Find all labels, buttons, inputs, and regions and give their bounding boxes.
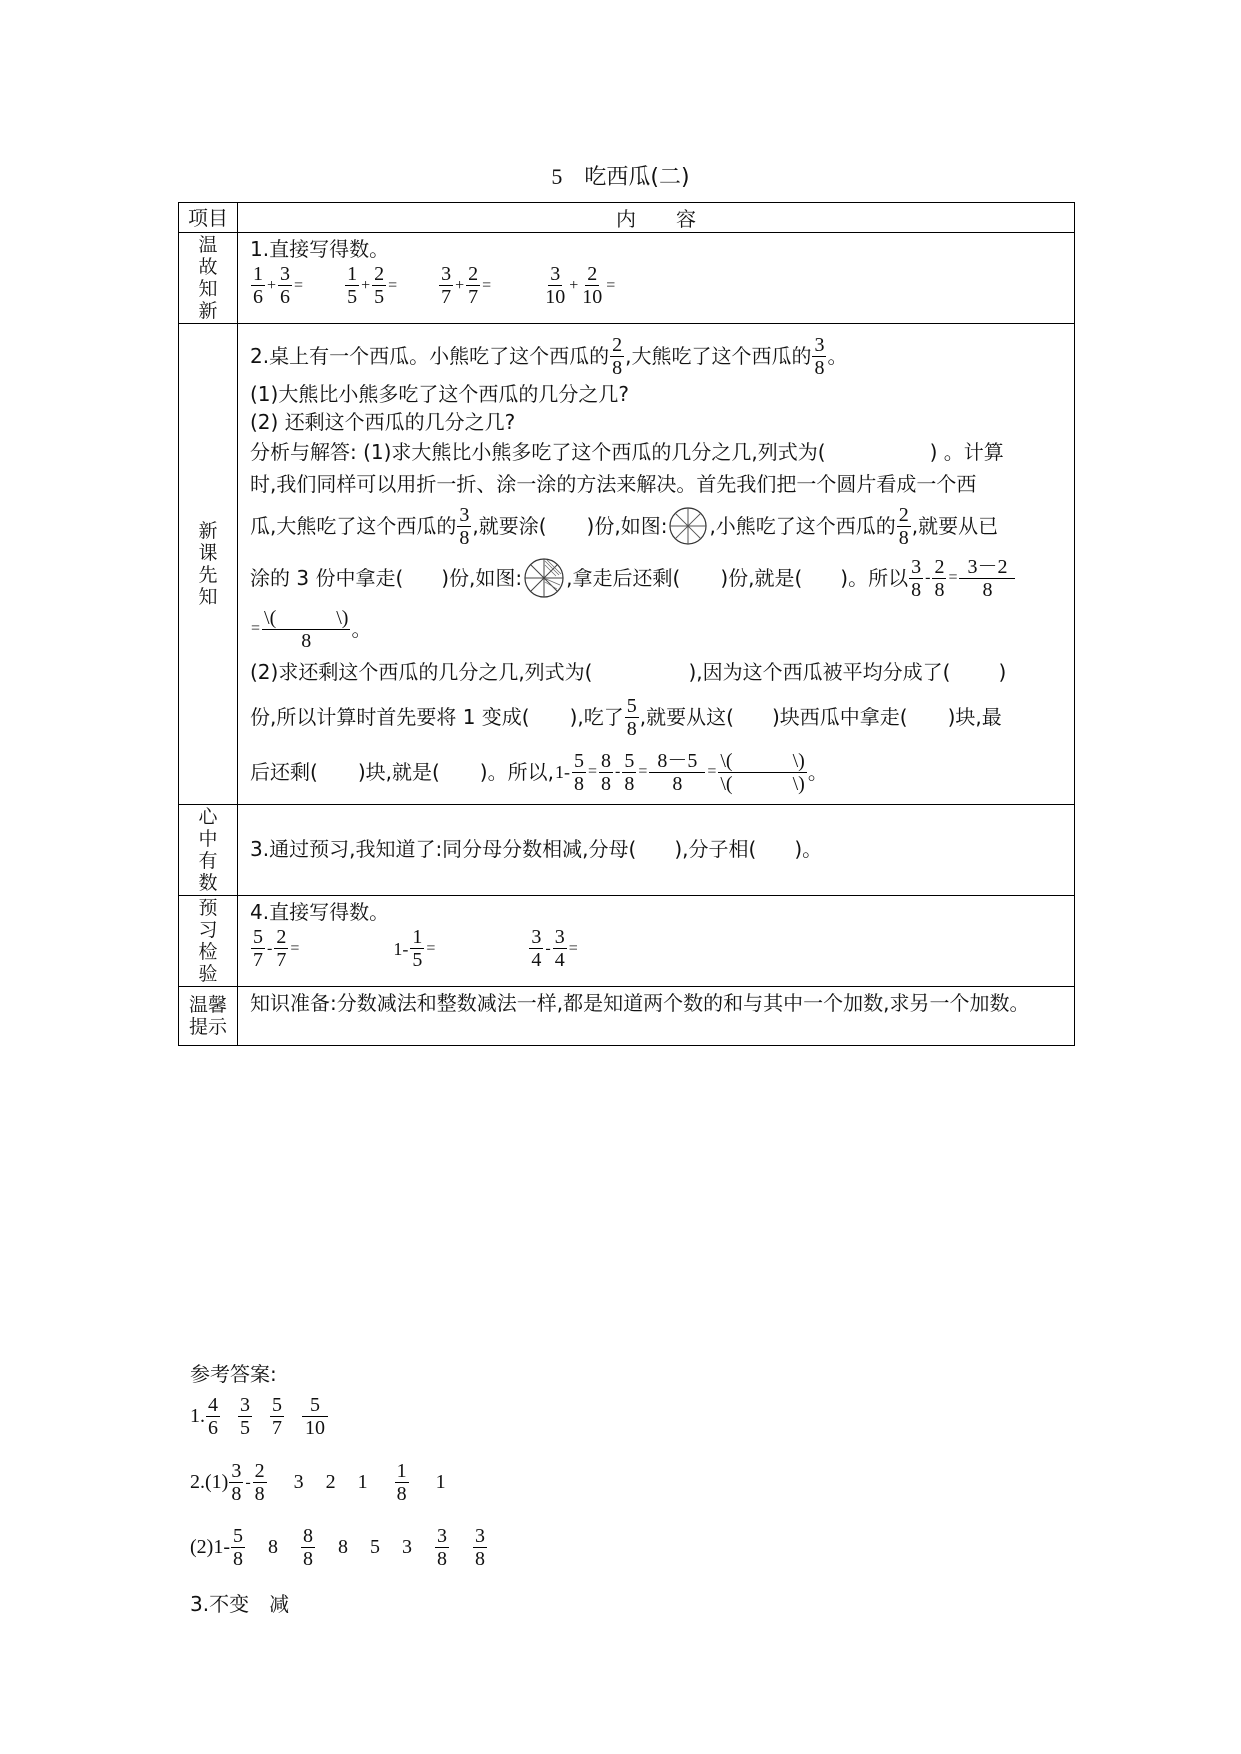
content-tips (238, 987, 1075, 1046)
review-heading: 1.直接写得数。 (250, 237, 390, 261)
review-exercises: $\frac{1}{6}$ + $\frac{3}{6}$ = $\frac{1}{5}$ + $\frac{2}{5}$ = $\frac{3}{7}$ + $\frac{2}{7}$ = $\frac{3}{10}$ + $\frac{2}{10}$ = (253, 263, 616, 308)
fraction: $\frac{3}{8}$ (231, 1460, 242, 1505)
check-exercises: $\frac{5}{7}$ - $\frac{2}{7}$ = 1- $\frac{1}{5}$ = $\frac{3}{4}$ - $\frac{3}{4}$ = (253, 926, 578, 971)
fraction: $\frac{8}{8}$ (600, 749, 611, 795)
analysis-line-4: 涂的 3 份中拿走( )份,如图: ,拿走后还剩( )份,就是( )。所以 $\frac{3}{8}$ - $\frac{2}{8}$ = $\frac{3-2}{8}$ (250, 552, 1064, 604)
fraction: $\frac{2}{8}$ (254, 1460, 265, 1505)
fraction: $\frac{8}{8}$ (302, 1525, 313, 1570)
summary-text: 3.通过预习,我知道了:同分母分数相减,分母( ),分子相( )。 (250, 837, 823, 861)
fraction: $\frac{\backslash( \backslash)}{\backslash( \backslash)}$ (720, 749, 805, 795)
analysis-line-5: = $\frac{\backslash( \backslash)}{8}$ 。 (251, 606, 372, 652)
sub-question-2: (2) 还剩这个西瓜的几分之几? (250, 410, 516, 434)
fraction: $\frac{1}{8}$ (396, 1460, 407, 1505)
fraction: $\frac{2}{5}$ (374, 263, 385, 308)
fraction: $\frac{2}{8}$ (934, 555, 945, 601)
fraction: $\frac{\backslash( \backslash)}{8}$ (264, 606, 349, 652)
fraction: $\frac{3}{7}$ (441, 263, 452, 308)
content-check (238, 896, 1075, 987)
fraction: $\frac{1}{5}$ (412, 926, 423, 971)
analysis-line-3: 瓜,大熊吃了这个西瓜的 $\frac{3}{8}$ ,就要涂( )份,如图: ,小熊吃了这个西瓜的 $\frac{2}{8}$ ,就要从已 (250, 503, 999, 549)
fraction: $\frac{5}{8}$ (573, 749, 584, 795)
page-title (0, 160, 1241, 191)
analysis-line-1: 分析与解答: (1)求大熊比小熊多吃了这个西瓜的几分之几,列式为( ) 。计算 (250, 440, 1004, 464)
fraction: $\frac{2}{7}$ (276, 926, 287, 971)
fraction: $\frac{4}{6}$ (208, 1394, 218, 1439)
fraction: $\frac{3}{4}$ (531, 926, 542, 971)
lesson-title: 吃西瓜(二) (584, 165, 690, 190)
fraction: $\frac{5}{8}$ (232, 1525, 243, 1570)
answer-3: 3.不变 减 (190, 1592, 290, 1616)
content-summary (238, 805, 1075, 896)
fraction: $\frac{3}{8}$ (911, 555, 922, 601)
row-new-lesson (179, 324, 1075, 805)
fraction: $\frac{3-2}{8}$ (959, 556, 1015, 601)
fraction: $\frac{5}{8}$ (626, 694, 637, 740)
label-summary: 心 中 有 数 (179, 805, 238, 896)
worksheet-table (178, 202, 1075, 1046)
fraction: $\frac{5}{8}$ (624, 749, 635, 795)
circle-shaded-parts-icon (523, 557, 565, 599)
fraction: $\frac{1}{6}$ (253, 263, 263, 308)
row-check (179, 896, 1075, 987)
check-heading: 4.直接写得数。 (250, 900, 390, 924)
label-check: 预 习 检 验 (179, 896, 238, 987)
fraction: $\frac{3}{8}$ (459, 503, 470, 549)
tips-text: 知识准备:分数减法和整数减法一样,都是知道两个数的和与其中一个加数,求另一个加数。 (250, 991, 1030, 1015)
sub-question-1: (1)大熊比小熊多吃了这个西瓜的几分之几? (250, 382, 629, 406)
analysis-2-line-2: 份,所以计算时首先要将 1 变成( ),吃了 $\frac{5}{8}$ ,就要从这( )块西瓜中拿走( )块,最 (250, 694, 1002, 740)
table-header-row (179, 203, 1075, 233)
fraction: $\frac{3}{8}$ (474, 1525, 485, 1570)
fraction: $\frac{3}{8}$ (814, 333, 825, 379)
content-review (238, 233, 1075, 324)
label-new-lesson: 新 课 先 知 (179, 324, 238, 805)
answer-1: 1. $\frac{4}{6}$ $\frac{3}{5}$ $\frac{5}{7}$ $\frac{5}{10}$ (190, 1394, 329, 1439)
header-content: 内 容 (238, 203, 1075, 233)
row-review (179, 233, 1075, 324)
fraction: $\frac{8-5}{8}$ (649, 750, 705, 795)
content-new-lesson (238, 324, 1075, 805)
fraction: $\frac{2}{10}$ (582, 263, 603, 308)
analysis-2-line-1: (2)求还剩这个西瓜的几分之几,列式为( ),因为这个西瓜被平均分成了( ) (250, 660, 1007, 684)
fraction: $\frac{3}{5}$ (240, 1394, 250, 1439)
row-summary (179, 805, 1075, 896)
fraction: $\frac{3}{10}$ (545, 263, 566, 308)
analysis-2-line-3: 后还剩( )块,就是( )。所以, 1- $\frac{5}{8}$ = $\frac{8}{8}$ - $\frac{5}{8}$ = $\frac{8-5}{8}$ = $\frac{\backslash( \backslash)}{\backslash( \backslash)}$ 。 (250, 749, 828, 795)
fraction: $\frac{2}{7}$ (468, 263, 479, 308)
analysis-line-2: 时,我们同样可以用折一折、涂一涂的方法来解决。首先我们把一个圆片看成一个西 (250, 472, 977, 496)
fraction: $\frac{3}{6}$ (280, 263, 291, 308)
answer-2: 2.(1) $\frac{3}{8}$ - $\frac{2}{8}$ 3 2 1 $\frac{1}{8}$ 1 (190, 1460, 446, 1505)
fraction: $\frac{2}{8}$ (612, 333, 623, 379)
question-2: 2.桌上有一个西瓜。小熊吃了这个西瓜的 $\frac{2}{8}$ ,大熊吃了这个西瓜的 $\frac{3}{8}$ 。 (250, 333, 848, 379)
label-tips: 温馨 提示 (179, 987, 238, 1046)
fraction: $\frac{3}{8}$ (436, 1525, 447, 1570)
fraction: $\frac{2}{8}$ (898, 503, 909, 549)
header-item: 项目 (179, 203, 238, 233)
label-review: 温 故 知 新 (179, 233, 238, 324)
answers-title: 参考答案: (190, 1362, 277, 1386)
fraction: $\frac{1}{5}$ (347, 263, 358, 308)
row-tips (179, 987, 1075, 1046)
fraction: $\frac{3}{4}$ (554, 926, 565, 971)
circle-8-parts-icon (668, 506, 708, 546)
fraction: $\frac{5}{7}$ (253, 926, 263, 971)
fraction: $\frac{5}{10}$ (302, 1394, 328, 1439)
answer-2-part-2: (2)1- $\frac{5}{8}$ 8 $\frac{8}{8}$ 8 5 3 $\frac{3}{8}$ $\frac{3}{8}$ (190, 1525, 485, 1570)
fraction: $\frac{5}{7}$ (272, 1394, 282, 1439)
lesson-number: 5 (551, 164, 563, 189)
